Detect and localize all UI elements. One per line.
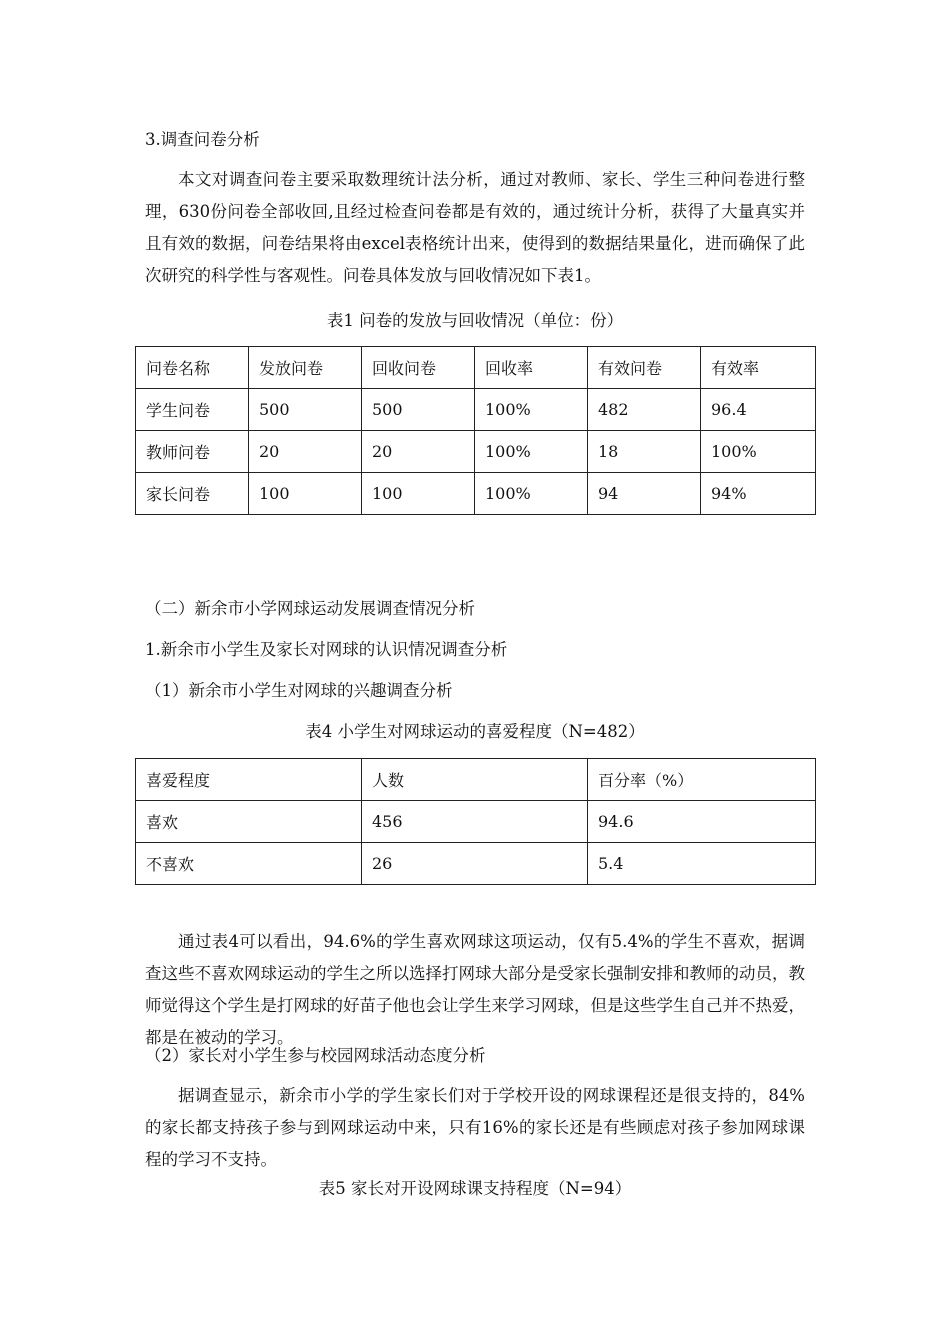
table-header-row (136, 347, 816, 389)
table-cell: 20 (362, 431, 475, 473)
section-heading-3: 3.调查问卷分析 (145, 130, 260, 149)
table4-analysis-paragraph: 通过表4可以看出，94.6%的学生喜欢网球这项运动，仅有5.4%的学生不喜欢，据调查这些不喜欢网球运动的学生之所以选择打网球大部分是受家长强制安排和教师的动员，教师觉得这个学生是打网球的好苗子他也会让学生来学习网球，但是这些学生自己并不热爱，都是在被动的学习。 (145, 932, 805, 1047)
table-cell: 18 (588, 431, 701, 473)
table-cell: 26 (362, 843, 588, 885)
table-row (136, 473, 816, 515)
table-header-cell: 回收问卷 (362, 347, 475, 389)
table-cell: 100% (475, 473, 588, 515)
table-row (136, 389, 816, 431)
table-cell: 喜欢 (136, 801, 362, 843)
table-header-row (136, 759, 816, 801)
table-cell: 100 (362, 473, 475, 515)
subsection-heading-2: （2）家长对小学生参与校园网球活动态度分析 (145, 1046, 486, 1065)
table-cell: 94 (588, 473, 701, 515)
table1-survey-distribution (135, 346, 816, 515)
table-row (136, 843, 816, 885)
table-header-cell: 问卷名称 (136, 347, 249, 389)
table-cell: 100% (701, 431, 816, 473)
table-cell: 94% (701, 473, 816, 515)
subsection-heading-1a: （1）新余市小学生对网球的兴趣调查分析 (145, 681, 453, 700)
parent-attitude-paragraph: 据调查显示，新余市小学的学生家长们对于学校开设的网球课程还是很支持的，84%的家长都支持孩子参与到网球运动中来，只有16%的家长还是有些顾虑对孩子参加网球课程的学习不支持。 (145, 1086, 805, 1169)
table-header-cell: 有效问卷 (588, 347, 701, 389)
table-header-cell: 回收率 (475, 347, 588, 389)
table-cell: 100 (249, 473, 362, 515)
table-cell: 500 (362, 389, 475, 431)
table-cell: 94.6 (588, 801, 816, 843)
table-cell: 教师问卷 (136, 431, 249, 473)
table-cell: 100% (475, 389, 588, 431)
table-cell: 学生问卷 (136, 389, 249, 431)
table-cell: 482 (588, 389, 701, 431)
survey-analysis-paragraph: 本文对调查问卷主要采取数理统计法分析，通过对教师、家长、学生三种问卷进行整理，630份问卷全部收回,且经过检查问卷都是有效的，通过统计分析，获得了大量真实并且有效的数据，问卷结果将由excel表格统计出来，使得到的数据结果量化，进而确保了此次研究的科学性与客观性。问卷具体发放与回收情况如下表1。 (145, 170, 805, 285)
table-cell: 20 (249, 431, 362, 473)
subsection-heading-1: 1.新余市小学生及家长对网球的认识情况调查分析 (145, 640, 508, 659)
table-cell: 456 (362, 801, 588, 843)
table-header-cell: 人数 (362, 759, 588, 801)
table-cell: 5.4 (588, 843, 816, 885)
table-row (136, 431, 816, 473)
table-cell: 96.4 (701, 389, 816, 431)
table4-caption: 表4 小学生对网球运动的喜爱程度（N=482） (305, 722, 645, 741)
section-heading-2: （二）新余市小学网球运动发展调查情况分析 (145, 599, 475, 618)
table-cell: 家长问卷 (136, 473, 249, 515)
table-header-cell: 喜爱程度 (136, 759, 362, 801)
table4-tennis-preference (135, 758, 816, 885)
table-cell: 500 (249, 389, 362, 431)
table-header-cell: 百分率（%） (588, 759, 816, 801)
table-row (136, 801, 816, 843)
table5-caption: 表5 家长对开设网球课支持程度（N=94） (318, 1179, 632, 1198)
table-header-cell: 有效率 (701, 347, 816, 389)
table-header-cell: 发放问卷 (249, 347, 362, 389)
table1-caption: 表1 问卷的发放与回收情况（单位：份） (326, 311, 624, 330)
table-cell: 100% (475, 431, 588, 473)
table-cell: 不喜欢 (136, 843, 362, 885)
